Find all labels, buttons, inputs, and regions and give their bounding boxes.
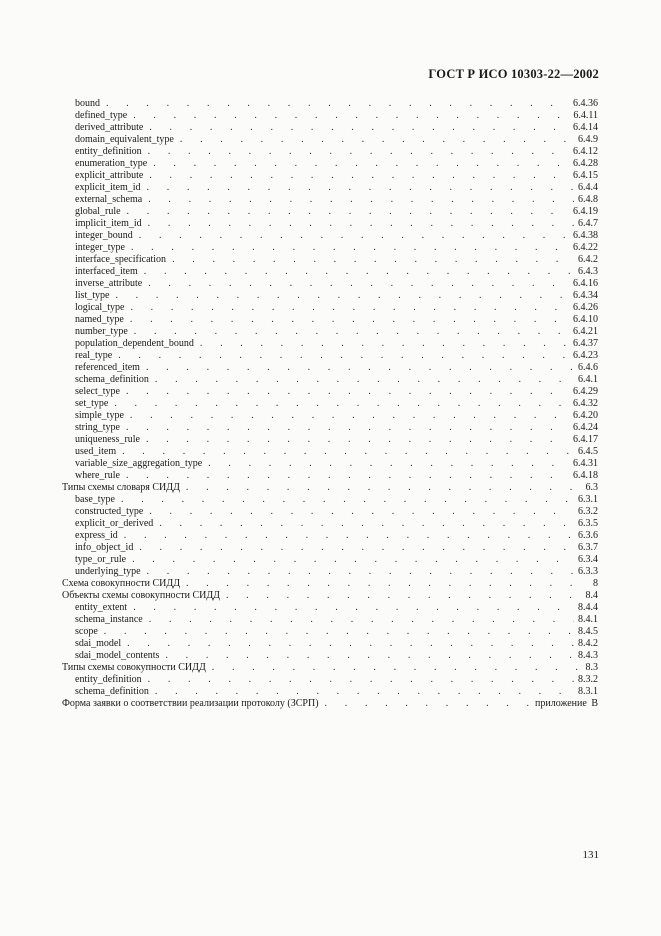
index-entry-ref: приложение В — [535, 698, 598, 709]
index-entry — [62, 182, 598, 194]
index-entry — [62, 194, 598, 206]
index-entry — [62, 410, 598, 422]
index-entry-ref: 6.3.4 — [578, 554, 598, 565]
index-entry-ref: 6.4.22 — [573, 242, 598, 253]
index-entry-label: schema_instance — [75, 614, 143, 625]
index-entry-ref: 8.3.1 — [578, 686, 598, 697]
index-entry-ref: 6.4.12 — [573, 146, 598, 157]
dot-leader — [149, 374, 574, 386]
index-entry — [62, 242, 598, 254]
index-entry — [62, 434, 598, 446]
dot-leader — [142, 146, 569, 158]
index-entry-label: underlying_type — [75, 566, 141, 577]
dot-leader — [143, 122, 569, 134]
dot-leader — [140, 434, 569, 446]
index-entry-label: info_object_id — [75, 542, 134, 553]
index-list — [62, 98, 598, 710]
dot-leader — [112, 350, 569, 362]
index-entry-ref: 6.4.28 — [573, 158, 598, 169]
index-entry — [62, 422, 598, 434]
index-entry-ref: 6.4.19 — [573, 206, 598, 217]
dot-leader — [141, 182, 574, 194]
index-entry-label: variable_size_aggregation_type — [75, 458, 203, 469]
index-entry-ref: 8.4 — [585, 590, 598, 601]
index-entry-label: string_type — [75, 422, 120, 433]
dot-leader — [128, 326, 569, 338]
index-entry-label: Схема совокупности СИДД — [62, 578, 181, 589]
index-entry-ref: 6.4.14 — [573, 122, 598, 133]
dot-leader — [109, 290, 569, 302]
index-entry-label: Типы схемы словаря СИДД — [62, 482, 180, 493]
dot-leader — [206, 662, 582, 674]
index-entry-ref: 6.4.2 — [578, 254, 598, 265]
dot-leader — [140, 362, 574, 374]
index-entry — [62, 158, 598, 170]
index-entry-label: scope — [75, 626, 98, 637]
index-entry-label: inverse_attribute — [75, 278, 143, 289]
index-entry — [62, 578, 598, 590]
index-entry-ref: 6.3.3 — [578, 566, 598, 577]
index-entry-ref: 6.4.10 — [573, 314, 598, 325]
dot-leader — [108, 398, 569, 410]
index-entry-ref: 6.3.1 — [578, 494, 598, 505]
dot-leader — [159, 650, 574, 662]
index-entry — [62, 566, 598, 578]
index-entry — [62, 698, 598, 710]
index-entry-label: population_dependent_bound — [75, 338, 194, 349]
dot-leader — [125, 242, 569, 254]
dot-leader — [147, 158, 569, 170]
index-entry — [62, 122, 598, 134]
index-entry-label: defined_type — [75, 110, 128, 121]
index-entry-label: explicit_attribute — [75, 170, 144, 181]
index-entry — [62, 542, 598, 554]
index-entry — [62, 302, 598, 314]
index-entry-label: entity_definition — [75, 674, 142, 685]
index-entry-ref: 6.4.3 — [578, 266, 598, 277]
index-entry-ref: 8.3 — [585, 662, 598, 673]
index-entry-label: where_rule — [75, 470, 120, 481]
index-entry-ref: 6.3.2 — [578, 506, 598, 517]
index-entry-label: interface_specification — [75, 254, 167, 265]
index-entry — [62, 290, 598, 302]
index-entry — [62, 662, 598, 674]
index-entry-label: used_item — [75, 446, 117, 457]
index-entry — [62, 254, 598, 266]
dot-leader — [143, 614, 574, 626]
index-entry-label: Форма заявки о соответствии реализации протоколу (ЗСРП) — [62, 698, 319, 709]
index-entry-label: schema_definition — [75, 374, 149, 385]
page-number: 131 — [582, 849, 599, 861]
dot-leader — [174, 134, 574, 146]
dot-leader — [116, 446, 574, 458]
dot-leader — [143, 170, 569, 182]
index-entry-label: explicit_item_id — [75, 182, 141, 193]
dot-leader — [133, 230, 569, 242]
index-entry-label: bound — [75, 98, 100, 109]
index-entry — [62, 458, 598, 470]
index-entry — [62, 314, 598, 326]
index-entry-label: explicit_or_derived — [75, 518, 154, 529]
index-entry — [62, 614, 598, 626]
index-entry-ref: 6.4.37 — [573, 338, 598, 349]
dot-leader — [124, 314, 569, 326]
index-entry-ref: 6.4.7 — [578, 218, 598, 229]
index-entry — [62, 470, 598, 482]
index-entry — [62, 686, 598, 698]
index-entry — [62, 206, 598, 218]
index-entry-label: implicit_item_id — [75, 218, 142, 229]
index-entry-label: uniqueness_rule — [75, 434, 140, 445]
index-entry-ref: 6.3 — [585, 482, 598, 493]
index-entry-label: number_type — [75, 326, 128, 337]
dot-leader — [120, 470, 569, 482]
index-entry-ref: 6.4.32 — [573, 398, 598, 409]
index-entry-label: sdai_model_contents — [75, 650, 160, 661]
index-entry-ref: 6.4.9 — [578, 134, 598, 145]
index-entry-ref: 8.4.1 — [578, 614, 598, 625]
index-entry-label: integer_type — [75, 242, 125, 253]
index-entry-label: global_rule — [75, 206, 121, 217]
dot-leader — [121, 638, 574, 650]
index-entry — [62, 374, 598, 386]
dot-leader — [153, 518, 574, 530]
dot-leader — [124, 410, 569, 422]
index-entry-label: enumeration_type — [75, 158, 148, 169]
dot-leader — [98, 626, 574, 638]
dot-leader — [120, 386, 569, 398]
dot-leader — [202, 458, 569, 470]
dot-leader — [141, 566, 574, 578]
index-entry-ref: 6.4.5 — [578, 446, 598, 457]
index-entry-ref: 6.4.17 — [573, 434, 598, 445]
index-entry-label: entity_extent — [75, 602, 128, 613]
dot-leader — [127, 110, 569, 122]
index-entry — [62, 134, 598, 146]
index-entry — [62, 278, 598, 290]
dot-leader — [133, 542, 574, 554]
index-entry — [62, 638, 598, 650]
index-entry-label: integer_bound — [75, 230, 133, 241]
dot-leader — [142, 194, 574, 206]
dot-leader — [115, 494, 574, 506]
dot-leader — [194, 338, 569, 350]
index-entry-ref: 6.4.8 — [578, 194, 598, 205]
index-entry-label: set_type — [75, 398, 109, 409]
index-entry-ref: 6.4.29 — [573, 386, 598, 397]
index-entry-label: express_id — [75, 530, 118, 541]
index-entry-ref: 6.4.15 — [573, 170, 598, 181]
index-entry-ref: 6.3.7 — [578, 542, 598, 553]
index-entry-label: base_type — [75, 494, 115, 505]
index-entry-ref: 6.4.6 — [578, 362, 598, 373]
index-entry-ref: 8.4.5 — [578, 626, 598, 637]
dot-leader — [120, 422, 569, 434]
index-entry-label: Типы схемы совокупности СИДД — [62, 662, 206, 673]
index-entry-label: select_type — [75, 386, 120, 397]
index-entry — [62, 110, 598, 122]
index-entry-ref: 8.4.2 — [578, 638, 598, 649]
index-entry — [62, 386, 598, 398]
dot-leader — [126, 554, 574, 566]
index-entry — [62, 554, 598, 566]
index-entry-ref: 6.4.23 — [573, 350, 598, 361]
index-entry — [62, 98, 598, 110]
index-entry-ref: 8 — [593, 578, 598, 589]
index-entry — [62, 482, 598, 494]
index-entry — [62, 602, 598, 614]
index-entry-label: logical_type — [75, 302, 125, 313]
index-entry-ref: 8.4.3 — [578, 650, 598, 661]
index-entry-ref: 6.4.4 — [578, 182, 598, 193]
index-entry — [62, 650, 598, 662]
index-entry-ref: 6.3.6 — [578, 530, 598, 541]
index-entry-ref: 6.4.21 — [573, 326, 598, 337]
index-entry — [62, 266, 598, 278]
index-entry-ref: 6.4.26 — [573, 302, 598, 313]
index-entry-ref: 6.4.36 — [573, 98, 598, 109]
index-entry-label: entity_definition — [75, 146, 142, 157]
index-entry — [62, 218, 598, 230]
index-entry — [62, 338, 598, 350]
dot-leader — [121, 206, 569, 218]
index-entry — [62, 170, 598, 182]
index-entry-label: derived_attribute — [75, 122, 144, 133]
index-entry-label: interfaced_item — [75, 266, 138, 277]
dot-leader — [142, 278, 569, 290]
index-entry — [62, 674, 598, 686]
index-entry-label: simple_type — [75, 410, 124, 421]
dot-leader — [124, 302, 569, 314]
dot-leader — [180, 482, 582, 494]
dot-leader — [138, 266, 574, 278]
index-entry-label: type_or_rule — [75, 554, 127, 565]
dot-leader — [166, 254, 574, 266]
index-entry — [62, 146, 598, 158]
page-header: ГОСТ Р ИСО 10303-22—2002 — [428, 67, 599, 81]
dot-leader — [220, 590, 582, 602]
index-entry-ref: 6.4.38 — [573, 230, 598, 241]
index-entry-label: list_type — [75, 290, 110, 301]
index-entry-label: real_type — [75, 350, 113, 361]
index-entry — [62, 518, 598, 530]
index-entry-ref: 8.3.2 — [578, 674, 598, 685]
dot-leader — [180, 578, 589, 590]
index-entry — [62, 350, 598, 362]
index-entry — [62, 494, 598, 506]
index-entry-ref: 6.4.16 — [573, 278, 598, 289]
dot-leader — [118, 530, 574, 542]
index-entry-ref: 6.4.24 — [573, 422, 598, 433]
dot-leader — [142, 674, 574, 686]
index-entry-label: named_type — [75, 314, 124, 325]
index-entry-label: constructed_type — [75, 506, 144, 517]
dot-leader — [127, 602, 574, 614]
index-entry-ref: 6.4.31 — [573, 458, 598, 469]
index-entry — [62, 326, 598, 338]
dot-leader — [319, 698, 531, 710]
index-entry-label: referenced_item — [75, 362, 140, 373]
dot-leader — [143, 506, 574, 518]
index-entry — [62, 446, 598, 458]
index-entry — [62, 530, 598, 542]
index-entry-ref: 6.4.20 — [573, 410, 598, 421]
index-entry-ref: 8.4.4 — [578, 602, 598, 613]
index-entry-ref: 6.4.11 — [573, 110, 598, 121]
index-entry — [62, 626, 598, 638]
index-entry — [62, 506, 598, 518]
index-entry — [62, 230, 598, 242]
index-entry-ref: 6.4.18 — [573, 470, 598, 481]
index-entry-ref: 6.4.34 — [573, 290, 598, 301]
index-entry-label: external_schema — [75, 194, 143, 205]
index-entry-label: sdai_model — [75, 638, 122, 649]
index-entry-ref: 6.4.1 — [578, 374, 598, 385]
index-entry — [62, 398, 598, 410]
dot-leader — [100, 98, 569, 110]
index-entry — [62, 590, 598, 602]
dot-leader — [149, 686, 574, 698]
index-entry-ref: 6.3.5 — [578, 518, 598, 529]
index-entry-label: Объекты схемы совокупности СИДД — [62, 590, 220, 601]
index-entry-label: schema_definition — [75, 686, 149, 697]
index-entry — [62, 362, 598, 374]
dot-leader — [142, 218, 574, 230]
index-entry-label: domain_equivalent_type — [75, 134, 174, 145]
